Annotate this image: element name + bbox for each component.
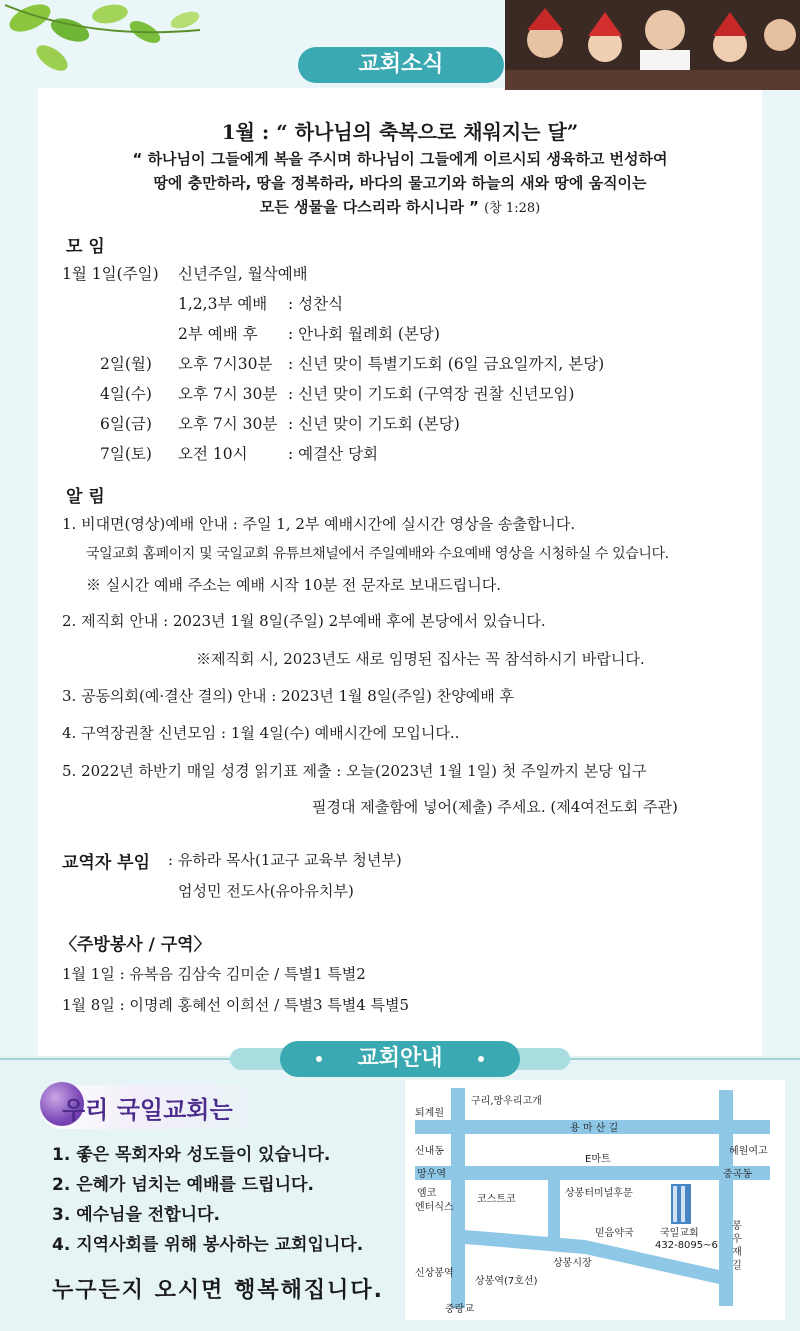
news-paper <box>38 88 762 1056</box>
notice-1-detail: 국일교회 홈페이지 및 국일교회 유튜브채널에서 주일예배와 수요예배 영상을 시청하실 수 있습니다. <box>86 546 669 562</box>
notice-5-detail: 필경대 제출함에 넣어(제출) 주세요. (제4여전도회 주관) <box>312 798 678 816</box>
kitchen-line-2: 1월 8일 : 이명례 홍혜선 이희선 / 특별3 특별4 특별5 <box>62 996 410 1014</box>
meeting-time: 1,2,3부 예배 <box>178 295 268 313</box>
meeting-desc: : 예결산 당회 <box>288 445 378 463</box>
meeting-date: 2일(월) <box>100 355 152 373</box>
meeting-time: 오전 10시 <box>178 445 248 463</box>
meeting-desc: : 신년 맞이 기도회 (구역장 권찰 신년모임) <box>288 385 575 403</box>
map-label: 엔터식스 <box>415 1202 454 1213</box>
meeting-date: 7일(토) <box>100 445 152 463</box>
notice-4: 4. 구역장권찰 신년모임 : 1월 4일(수) 예배시간에 모입니다.. <box>62 724 460 742</box>
map-label: 신상봉역 <box>415 1268 454 1279</box>
verse-line-3: 모든 생물을 다스리라 하시니라 ” <box>259 198 479 216</box>
map-label: 구리,망우리고개 <box>471 1096 542 1107</box>
meeting-desc: : 신년 맞이 기도회 (본당) <box>288 415 460 433</box>
notice-5: 5. 2022년 하반기 매일 성경 읽기표 제출 : 오늘(2023년 1월 1일) 첫 주일까지 본당 입구 <box>62 762 647 780</box>
staff-line-2: 엄성민 전도사(유아유치부) <box>178 882 354 900</box>
map-label: 신내동 <box>415 1146 444 1157</box>
verse-reference: (창 1:28) <box>484 201 541 216</box>
staff-label: 교역자 부임 <box>62 853 151 873</box>
meeting-desc: : 성찬식 <box>288 295 344 313</box>
month-title: 1월 : “ 하나님의 축복으로 채워지는 달” <box>221 120 579 144</box>
kitchen-line-1: 1월 1일 : 유복음 김삼숙 김미순 / 특별1 특별2 <box>62 965 366 983</box>
map-label: 혜원여고 <box>729 1146 768 1157</box>
notice-2: 2. 제직회 안내 : 2023년 1월 8일(주일) 2부예배 후에 본당에서 있습니다. <box>62 612 546 630</box>
map-label: 봉 우 재 길 <box>729 1220 741 1270</box>
map-label: 상봉터미널후문 <box>565 1188 633 1199</box>
ours-title: 우리 국일교회는 <box>62 1096 233 1124</box>
meeting-time: 2부 예배 후 <box>178 325 258 343</box>
meeting-date: 1월 1일(주일) <box>62 265 159 283</box>
meeting-time: 오후 7시 30분 <box>178 385 278 403</box>
map-label: 국일교회 <box>660 1228 699 1239</box>
ours-item: 3. 예수님을 전합니다. <box>52 1205 220 1225</box>
verse-line-2: 땅에 충만하라, 땅을 정복하라, 바다의 물고기와 하늘의 새와 땅에 움직이는 <box>153 174 647 192</box>
map-label: 상봉역(7호선) <box>475 1276 538 1287</box>
guide-banner <box>280 1041 520 1077</box>
meeting-date: 4일(수) <box>100 385 152 403</box>
notice-3: 3. 공동의회(예·결산 결의) 안내 : 2023년 1월 8일(주일) 찬양예배 후 <box>62 687 515 705</box>
ours-item: 2. 은혜가 넘치는 예배를 드립니다. <box>52 1175 314 1195</box>
staff-line-1: : 유하라 목사(1교구 교육부 청년부) <box>168 851 402 869</box>
meeting-time: 신년주일, 월삭예배 <box>178 265 308 283</box>
meetings-heading: 모 임 <box>66 237 105 257</box>
verse-line-1: “ 하나님이 그들에게 복을 주시며 하나님이 그들에게 이르시되 생육하고 번성하여 <box>132 150 668 168</box>
dot-icon <box>316 1056 322 1062</box>
location-map <box>405 1080 785 1320</box>
guide-banner-title: 교회안내 <box>357 1046 443 1071</box>
ours-item: 4. 지역사회를 위해 봉사하는 교회입니다. <box>52 1235 364 1255</box>
map-label: 망우역 <box>417 1169 446 1180</box>
notices-heading: 알 림 <box>66 487 105 507</box>
map-label: 용 마 산 길 <box>570 1123 619 1134</box>
map-label: 코스트코 <box>477 1194 516 1205</box>
meeting-date: 6일(금) <box>100 415 152 433</box>
meeting-desc: : 신년 맞이 특별기도회 (6일 금요일까지, 본당) <box>288 355 605 373</box>
map-label: E마트 <box>585 1154 611 1165</box>
slogan: 누구든지 오시면 행복해집니다. <box>52 1278 384 1303</box>
notice-2-note: ※제직회 시, 2023년도 새로 임명된 집사는 꼭 참석하시기 바랍니다. <box>196 650 645 668</box>
map-label: 432-8095~6 <box>655 1240 718 1251</box>
meeting-time: 오후 7시30분 <box>178 355 273 373</box>
dot-icon <box>478 1056 484 1062</box>
ours-item: 1. 좋은 목회자와 성도들이 있습니다. <box>52 1145 331 1165</box>
map-label: 중곡동 <box>723 1169 752 1180</box>
leaves-decoration-icon <box>0 0 230 90</box>
meeting-time: 오후 7시 30분 <box>178 415 278 433</box>
map-label: 상봉시장 <box>553 1258 592 1269</box>
meeting-desc: : 안나회 월례회 (본당) <box>288 325 440 343</box>
map-label: 믿음약국 <box>595 1228 634 1239</box>
notice-1-note: ※ 실시간 예배 주소는 예배 시작 10분 전 문자로 보내드립니다. <box>86 576 502 594</box>
map-label: 엠코 <box>417 1188 437 1199</box>
news-banner: 교회소식 <box>298 47 504 83</box>
map-label: 중랑교 <box>445 1304 474 1315</box>
kitchen-heading: 〈주방봉사 / 구역〉 <box>60 935 211 955</box>
notice-1: 1. 비대면(영상)예배 안내 : 주일 1, 2부 예배시간에 실시간 영상을 송출합니다. <box>62 515 576 533</box>
choir-photo <box>505 0 800 90</box>
map-label: 퇴계원 <box>415 1108 444 1119</box>
